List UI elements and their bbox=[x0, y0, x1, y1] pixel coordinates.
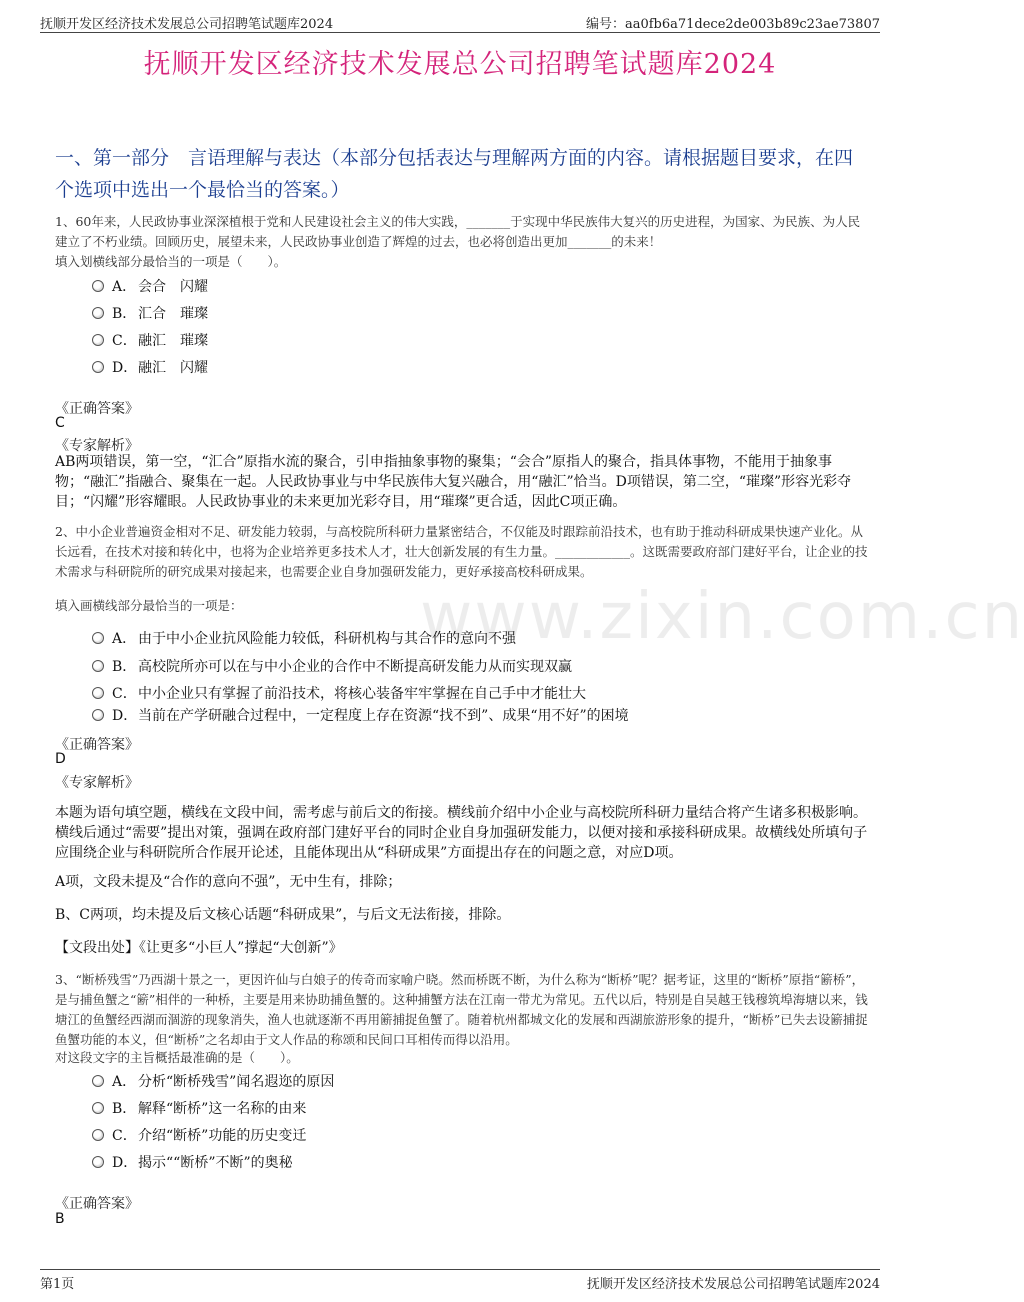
radio-icon[interactable] bbox=[92, 361, 104, 373]
option-text: 解释“断桥”这一名称的由来 bbox=[138, 1101, 307, 1117]
q1-expert-analysis-label: 《专家解析》 bbox=[55, 438, 139, 454]
q1-option-a[interactable] bbox=[92, 276, 208, 296]
option-letter: C． bbox=[112, 333, 137, 349]
q1-option-c[interactable] bbox=[92, 330, 208, 350]
page-footer bbox=[40, 1269, 880, 1292]
q2-correct-answer-label: 《正确答案》 bbox=[55, 737, 139, 753]
q2-option-c[interactable] bbox=[92, 683, 586, 703]
q1-option-b[interactable] bbox=[92, 303, 208, 323]
page-header bbox=[40, 10, 880, 33]
q2-prompt: 填入画横线部分最恰当的一项是： bbox=[55, 598, 243, 613]
option-letter: D． bbox=[112, 708, 138, 724]
option-text: 介绍“断桥”功能的历史变迁 bbox=[138, 1128, 307, 1144]
q1-stem: 1、60年来，人民政协事业深深植根于党和人民建设社会主义的伟大实践，_______于实现中华民族伟大复兴的历史进程，为国家、为民族、为人民建立了不朽业绩。回顾历史，展望未来，人民政协事业创造了辉煌的过去，也必将创造出更加_______的未来！ bbox=[55, 214, 861, 249]
radio-icon[interactable] bbox=[92, 280, 104, 292]
q3-option-b[interactable] bbox=[92, 1098, 306, 1118]
option-letter: B． bbox=[112, 1101, 137, 1117]
q2-source: 【文段出处】《让更多“小巨人”撑起“大创新”》 bbox=[55, 940, 343, 956]
q1-analysis: AB两项错误，第一空，“汇合”原指水流的聚合，引申指抽象事物的聚集；“会合”原指人的聚合，指具体事物，不能用于抽象事物；“融汇”指融合、聚集在一起。人民政协事业与中华民族伟大复兴融合，用“融汇”恰当。D项错误，第二空，“璀璨”形容光彩夺目；“闪耀”形容耀眼。人民政协事业的未来更加光彩夺目，用“璀璨”更合适，因此C项正确。 bbox=[55, 454, 852, 510]
radio-icon[interactable] bbox=[92, 307, 104, 319]
q3-option-c[interactable] bbox=[92, 1125, 306, 1145]
q2-answer: D bbox=[55, 751, 66, 767]
q2-analysis-paragraph-2: A项，文段未提及“合作的意向不强”，无中生有，排除； bbox=[55, 874, 402, 890]
option-letter: B． bbox=[112, 659, 137, 675]
option-text: 揭示““断桥”不断”的奥秘 bbox=[138, 1155, 293, 1171]
section-heading: 一、第一部分 言语理解与表达（本部分包括表达与理解两方面的内容。请根据题目要求，在四个选项中选出一个最恰当的答案。） bbox=[55, 147, 854, 201]
q3-correct-answer-label: 《正确答案》 bbox=[55, 1196, 139, 1212]
q1-answer: C bbox=[55, 415, 65, 431]
q1-option-d[interactable] bbox=[92, 357, 208, 377]
radio-icon[interactable] bbox=[92, 1075, 104, 1087]
q2-option-d[interactable] bbox=[92, 705, 629, 725]
option-text: 中小企业只有掌握了前沿技术，将核心装备牢牢掌握在自己手中才能壮大 bbox=[138, 686, 586, 702]
radio-icon[interactable] bbox=[92, 660, 104, 672]
page-number: 第1页 bbox=[40, 1277, 75, 1292]
watermark-logo: www.zixin.com.cn bbox=[420, 580, 1024, 654]
q2-analysis-paragraph-1: 本题为语句填空题，横线在文段中间，需考虑与前后文的衔接。横线前介绍中小企业与高校院所科研力量结合将产生诸多积极影响。横线后通过“需要”提出对策，强调在政府部门建好平台的同时企业自身加强研发能力，以便对接和承接科研成果。故横线处所填句子应围绕企业与科研院所合作展开论述，且能体现出从“科研成果”方面提出存在的问题之意，对应D项。 bbox=[55, 805, 868, 861]
q3-stem: 3、“断桥残雪”乃西湖十景之一，更因许仙与白娘子的传奇而家喻户晓。然而桥既不断，为什么称为“断桥”呢？据考证，这里的“断桥”原指“簖桥”，是与捕鱼蟹之“簖”相伴的一种桥，主要是用来协助捕鱼蟹的。这种捕蟹方法在江南一带尤为常见。五代以后，特别是自吴越王钱穆筑埠海塘以来，钱塘江的鱼蟹经西湖而涸游的现象消失，渔人也就逐渐不再用簖捕捉鱼蟹了。随着杭州都城文化的发展和西湖旅游形象的提升，“断桥”已失去设簖捕捉鱼蟹功能的本义，但“断桥”之名却由于文人作品的称颂和民间口耳相传而得以沿用。 bbox=[55, 972, 868, 1047]
option-letter: D． bbox=[112, 360, 138, 376]
radio-icon[interactable] bbox=[92, 709, 104, 721]
option-text: 当前在产学研融合过程中，一定程度上存在资源“找不到”、成果“用不好”的困境 bbox=[138, 708, 629, 724]
q2-stem: 2、中小企业普遍资金相对不足、研发能力较弱，与高校院所科研力量紧密结合，不仅能及时跟踪前沿技术，也有助于推动科研成果快速产业化。从长远看，在技术对接和转化中，也将为企业培养更多技术人才，壮大创新发展的有生力量。____________。这既需要政府部门建好平台，让企业的技术需求与科研院所的研究成果对接起来，也需要企业自身加强研发能力，更好承接高校科研成果。 bbox=[55, 524, 868, 579]
radio-icon[interactable] bbox=[92, 334, 104, 346]
option-letter: A． bbox=[112, 631, 137, 647]
radio-icon[interactable] bbox=[92, 687, 104, 699]
option-text: 汇合 璀璨 bbox=[138, 306, 208, 322]
option-text: 融汇 闪耀 bbox=[138, 360, 208, 376]
radio-icon[interactable] bbox=[92, 1129, 104, 1141]
option-text: 会合 闪耀 bbox=[138, 279, 208, 295]
header-doc-name: 抚顺开发区经济技术发展总公司招聘笔试题库2024 bbox=[40, 17, 334, 32]
option-letter: C． bbox=[112, 1128, 137, 1144]
q3-prompt: 对这段文字的主旨概括最准确的是（ ）。 bbox=[55, 1050, 299, 1065]
q3-option-a[interactable] bbox=[92, 1071, 334, 1091]
q2-expert-analysis-label: 《专家解析》 bbox=[55, 775, 139, 791]
radio-icon[interactable] bbox=[92, 1102, 104, 1114]
header-doc-code: 编号：aa0fb6a71dece2de003b89c23ae73807 bbox=[585, 17, 880, 32]
option-text: 高校院所亦可以在与中小企业的合作中不断提高研发能力从而实现双赢 bbox=[138, 659, 572, 675]
q1-correct-answer-label: 《正确答案》 bbox=[55, 401, 139, 417]
radio-icon[interactable] bbox=[92, 632, 104, 644]
option-letter: A． bbox=[112, 1074, 137, 1090]
option-text: 由于中小企业抗风险能力较低，科研机构与其合作的意向不强 bbox=[138, 631, 516, 647]
q2-option-b[interactable] bbox=[92, 656, 572, 676]
q2-analysis-paragraph-3: B、C两项，均未提及后文核心话题“科研成果”，与后文无法衔接，排除。 bbox=[55, 907, 511, 923]
option-letter: A． bbox=[112, 279, 137, 295]
option-letter: C． bbox=[112, 686, 137, 702]
q1-prompt: 填入划横线部分最恰当的一项是（ ）。 bbox=[55, 254, 287, 269]
option-text: 融汇 璀璨 bbox=[138, 333, 208, 349]
option-text: 分析“断桥残雪”闻名遐迩的原因 bbox=[138, 1074, 335, 1090]
option-letter: D． bbox=[112, 1155, 138, 1171]
q3-option-d[interactable] bbox=[92, 1152, 293, 1172]
radio-icon[interactable] bbox=[92, 1156, 104, 1168]
footer-doc-name: 抚顺开发区经济技术发展总公司招聘笔试题库2024 bbox=[586, 1277, 880, 1292]
doc-title: 抚顺开发区经济技术发展总公司招聘笔试题库2024 bbox=[143, 49, 777, 80]
q3-answer: B bbox=[55, 1211, 65, 1227]
option-letter: B． bbox=[112, 306, 137, 322]
